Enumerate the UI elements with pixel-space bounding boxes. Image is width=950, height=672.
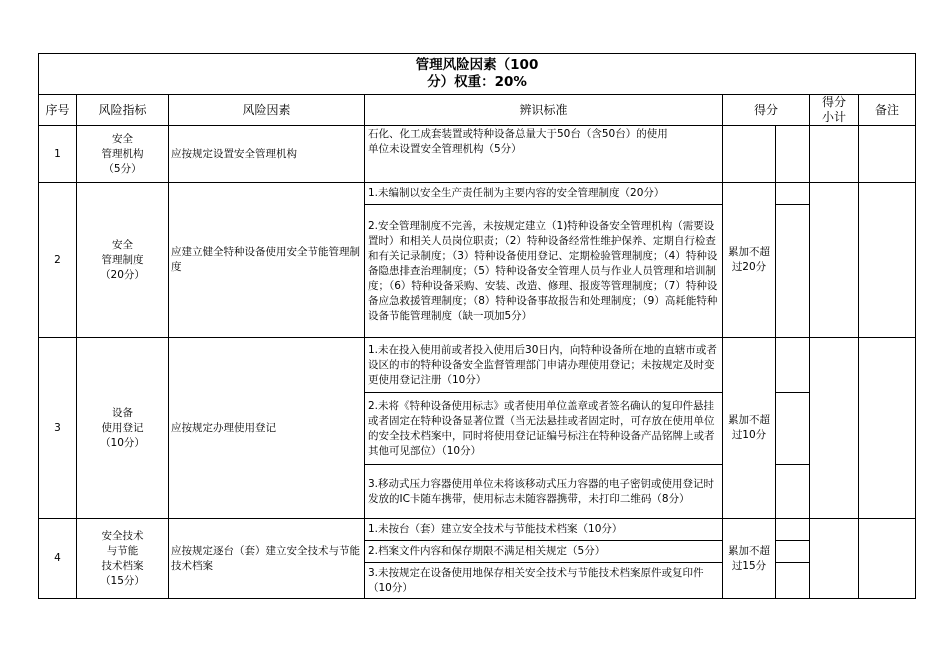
row3-score-2 xyxy=(776,393,810,465)
header-subtotal: 得分 小计 xyxy=(810,95,859,126)
row4-score-3 xyxy=(776,563,810,599)
row3-indicator: 设备 使用登记 （10分） xyxy=(77,338,169,519)
row3-criteria-2: 2.未将《特种设备使用标志》或者使用单位盖章或者签名确认的复印件悬挂或者固定在特种设备显著位置（当无法悬挂或者固定时，可存放在使用单位的安全技术档案中，同时将使用登记证编号标注在特种设备产品铭牌上或者其他可见部位）（10分） xyxy=(365,393,723,465)
row3-criteria-3: 3.移动式压力容器使用单位未将该移动式压力容器的电子密钥或使用登记时发放的IC卡随车携带，使用标志未随容器携带，未打印二维码（8分） xyxy=(365,465,723,519)
header-factor: 风险因素 xyxy=(169,95,365,126)
row3-remark xyxy=(859,338,916,519)
row3-subtotal xyxy=(810,338,859,519)
row3-score-3 xyxy=(776,465,810,519)
row4-limit: 累加不超 过15分 xyxy=(723,519,776,599)
row4-score-2 xyxy=(776,541,810,563)
row3-criteria-1: 1.未在投入使用前或者投入使用后30日内，向特种设备所在地的直辖市或者设区的市的特种设备安全监督管理部门申请办理使用登记；未按规定及时变更使用登记注册（10分） xyxy=(365,338,723,393)
header-indicator: 风险指标 xyxy=(77,95,169,126)
row4-seq: 4 xyxy=(39,519,77,599)
header-criteria: 辨识标准 xyxy=(365,95,723,126)
row4-score-1 xyxy=(776,519,810,541)
row3-factor: 应按规定办理使用登记 xyxy=(169,338,365,519)
row4-criteria-2: 2.档案文件内容和保存期限不满足相关规定（5分） xyxy=(365,541,723,563)
row3-seq: 3 xyxy=(39,338,77,519)
row2-indicator: 安全 管理制度 （20分） xyxy=(77,183,169,338)
row1-score-1 xyxy=(776,126,810,183)
row2-criteria-2: 2.安全管理制度不完善，未按规定建立（1)特种设备安全管理机构（需要设置时）和相关人员岗位职责；（2）特种设备经常性维护保养、定期自行检查和有关记录制度；（3）特种设备使用登记、定期检验管理制度；（4）特种设备隐患排查治理制度；（5）特种设备安全管理人员与作业人员管理和培训制度；（6）特种设备采购、安装、改造、修理、报废等管理制度；（7）特种设备应急救援管理制度；（8）特种设备事故报告和处理制度；（9）高耗能特种设备节能管理制度（缺一项加5分） xyxy=(365,205,723,338)
row3-limit: 累加不超 过10分 xyxy=(723,338,776,519)
title-line-2: 分）权重：20% xyxy=(427,74,527,90)
row1-limit xyxy=(723,126,776,183)
row4-remark xyxy=(859,519,916,599)
row1-seq: 1 xyxy=(39,126,77,183)
row3-score-1 xyxy=(776,338,810,393)
row2-criteria-1: 1.未编制以安全生产责任制为主要内容的安全管理制度（20分） xyxy=(365,183,723,205)
table-row xyxy=(39,126,916,183)
row1-subtotal xyxy=(810,126,859,183)
title-line-1: 管理风险因素（100 xyxy=(415,57,539,73)
row2-limit: 累加不超 过20分 xyxy=(723,183,776,338)
table-row xyxy=(39,519,916,541)
risk-table xyxy=(38,53,916,599)
header-remark: 备注 xyxy=(859,95,916,126)
row2-factor: 应建立健全特种设备使用安全节能管理制度 xyxy=(169,183,365,338)
header-seq: 序号 xyxy=(39,95,77,126)
row2-score-1 xyxy=(776,183,810,205)
row2-score-2 xyxy=(776,205,810,338)
row2-remark xyxy=(859,183,916,338)
header-score: 得分 xyxy=(723,95,810,126)
row2-seq: 2 xyxy=(39,183,77,338)
row1-indicator: 安全 管理机构 （5分） xyxy=(77,126,169,183)
row4-factor: 应按规定逐台（套）建立安全技术与节能技术档案 xyxy=(169,519,365,599)
row1-factor: 应按规定设置安全管理机构 xyxy=(169,126,365,183)
row1-criteria-1: 石化、化工成套装置或特种设备总量大于50台（含50台）的使用 单位未设置安全管理机构（5分） xyxy=(365,126,723,183)
table-row xyxy=(39,183,916,205)
row4-criteria-3: 3.未按规定在设备使用地保存相关安全技术与节能技术档案原件或复印件（10分） xyxy=(365,563,723,599)
table-row xyxy=(39,338,916,393)
row4-subtotal xyxy=(810,519,859,599)
row2-subtotal xyxy=(810,183,859,338)
row1-remark xyxy=(859,126,916,183)
table-title xyxy=(39,54,916,95)
row4-indicator: 安全技术 与节能 技术档案 （15分） xyxy=(77,519,169,599)
row4-criteria-1: 1.未按台（套）建立安全技术与节能技术档案（10分） xyxy=(365,519,723,541)
